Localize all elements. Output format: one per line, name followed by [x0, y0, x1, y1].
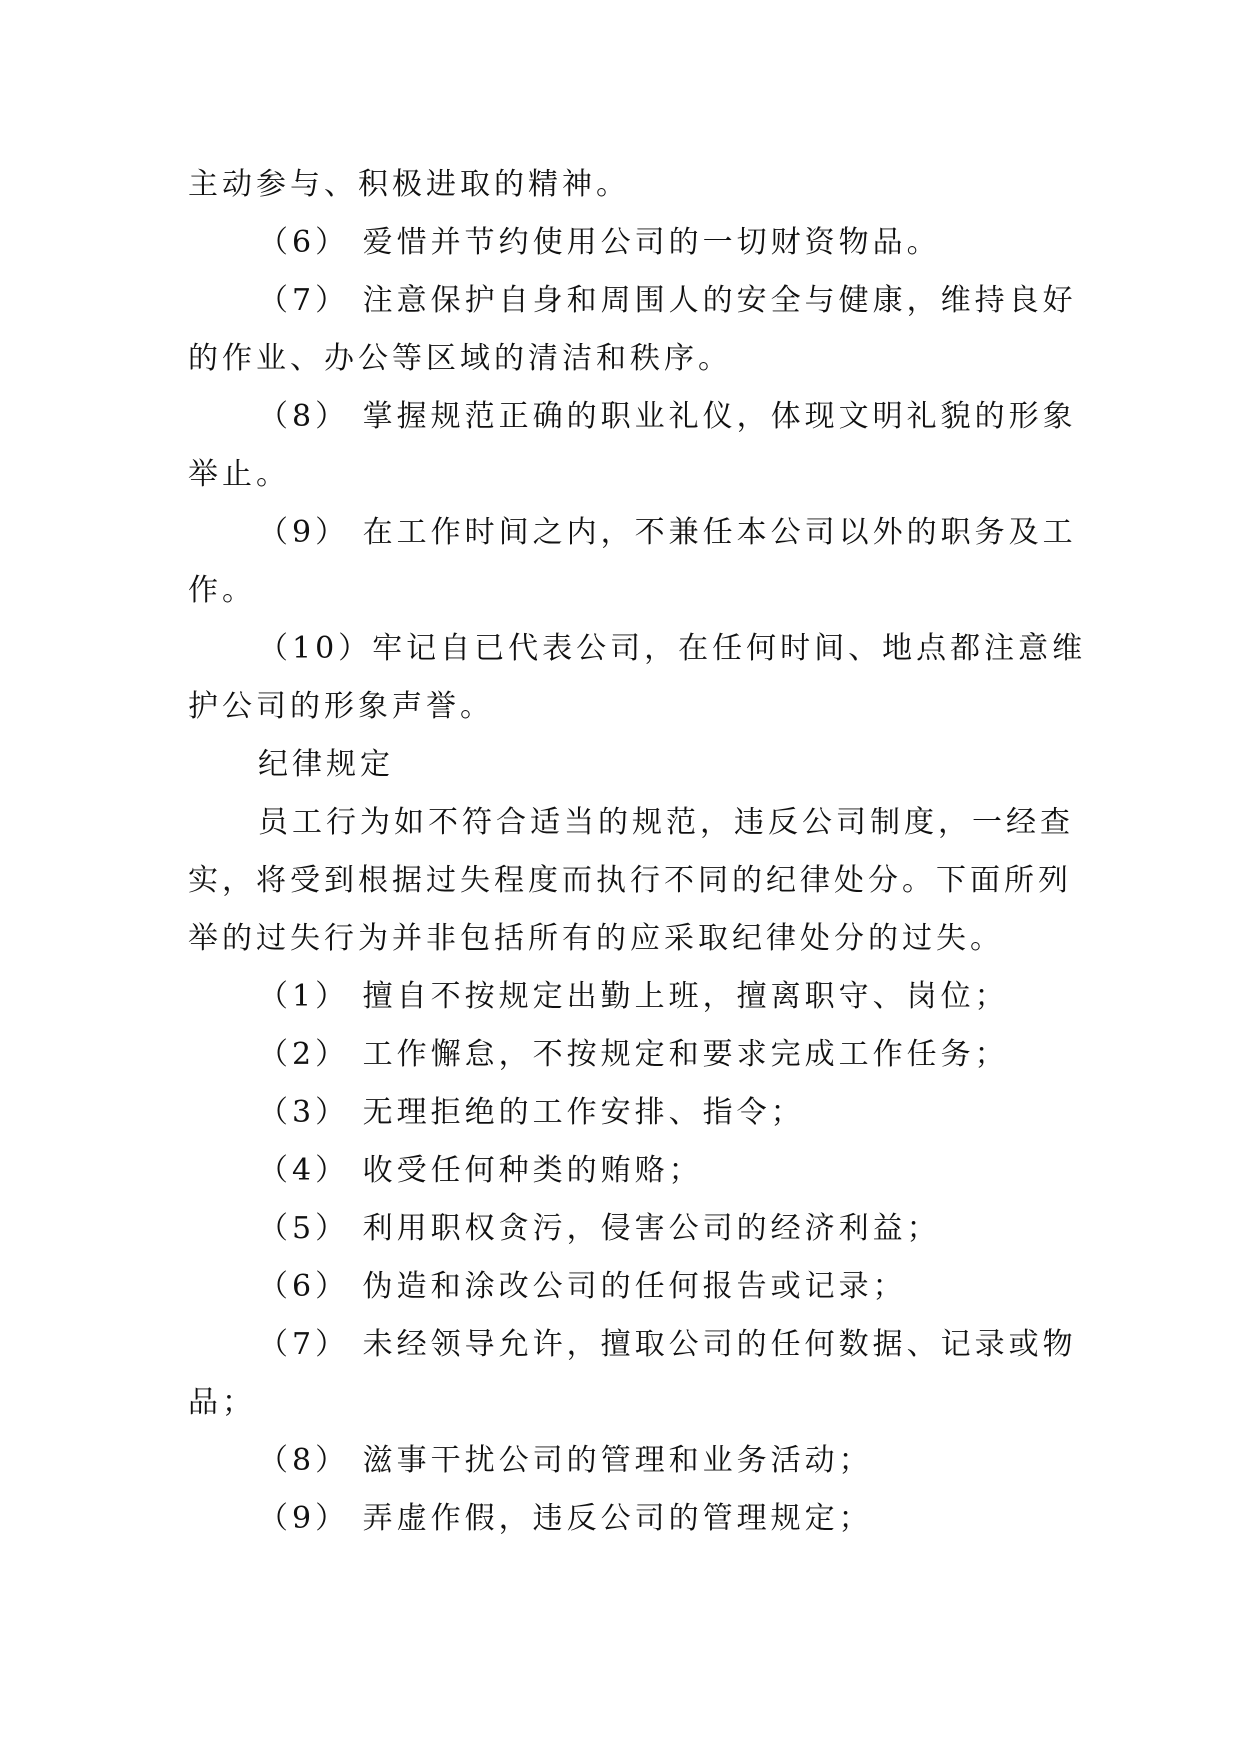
list-item-line: （4） 收受任何种类的贿赂； — [258, 1153, 703, 1188]
paragraph-line: 员工行为如不符合适当的规范，违反公司制度，一经查 — [258, 805, 1074, 840]
list-item-continuation: 品； — [188, 1385, 256, 1420]
list-item-line: （10）牢记自已代表公司，在任何时间、地点都注意维 — [258, 631, 1087, 666]
list-item-line: （6） 爱惜并节约使用公司的一切财资物品。 — [258, 225, 941, 260]
list-item-line: （8） 滋事干扰公司的管理和业务活动； — [258, 1443, 873, 1478]
paragraph-line: 实，将受到根据过失程度而执行不同的纪律处分。下面所列 — [188, 863, 1072, 898]
list-item-line: （1） 擅自不按规定出勤上班，擅离职守、岗位； — [258, 979, 1009, 1014]
list-item-line: （7） 注意保护自身和周围人的安全与健康，维持良好 — [258, 283, 1077, 318]
list-item-line: （5） 利用职权贪污，侵害公司的经济利益； — [258, 1211, 941, 1246]
section-heading: 纪律规定 — [258, 747, 394, 782]
paragraph-line: 举的过失行为并非包括所有的应采取纪律处分的过失。 — [188, 921, 1004, 956]
list-item-line: （2） 工作懈怠，不按规定和要求完成工作任务； — [258, 1037, 1009, 1072]
list-item-continuation: 的作业、办公等区域的清洁和秩序。 — [188, 341, 732, 376]
list-item-line: （6） 伪造和涂改公司的任何报告或记录； — [258, 1269, 907, 1304]
list-item-continuation: 举止。 — [188, 457, 290, 492]
list-item-continuation: 护公司的形象声誉。 — [188, 689, 494, 724]
list-item-line: （9） 弄虚作假，违反公司的管理规定； — [258, 1501, 873, 1536]
list-item-line: （3） 无理拒绝的工作安排、指令； — [258, 1095, 805, 1130]
list-item-line: （9） 在工作时间之内，不兼任本公司以外的职务及工 — [258, 515, 1077, 550]
paragraph-line: 主动参与、积极进取的精神。 — [188, 167, 630, 202]
list-item-continuation: 作。 — [188, 573, 256, 608]
list-item-line: （8） 掌握规范正确的职业礼仪，体现文明礼貌的形象 — [258, 399, 1077, 434]
list-item-line: （7） 未经领导允许，擅取公司的任何数据、记录或物 — [258, 1327, 1077, 1362]
